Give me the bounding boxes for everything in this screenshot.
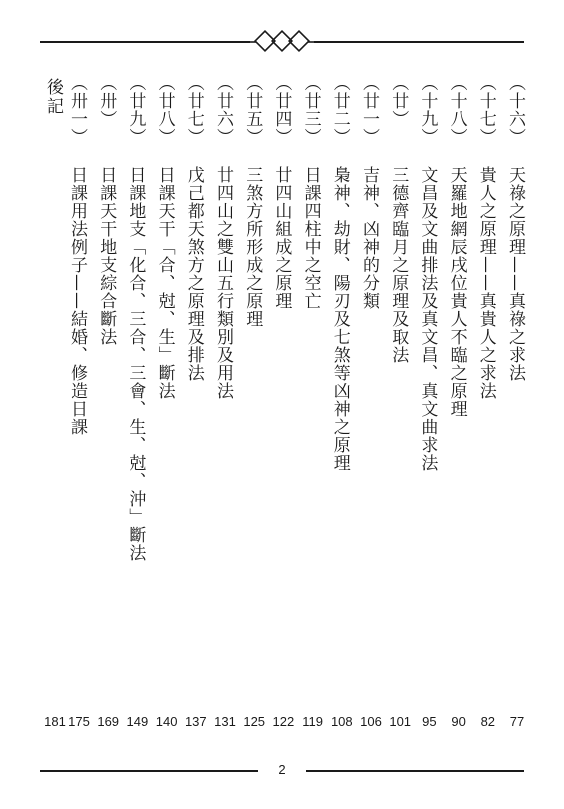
page-number: 2 [278,762,286,777]
toc-entry[interactable] [329,74,353,729]
toc-entry-number: （廿四） [271,74,292,146]
afterword-label: 後記 [43,78,63,116]
toc-entry-title: 廿四山組成之原理 [271,166,292,310]
toc-entry[interactable] [446,74,470,729]
toc-page-number: 119 [302,714,323,729]
toc-entry[interactable] [242,74,266,729]
toc-page-number: 95 [422,714,437,729]
toc-entry-number: （十八） [446,74,467,146]
toc-page-number: 82 [480,714,496,729]
toc-page-number: 169 [97,714,120,729]
toc-page-number: 131 [214,714,236,729]
top-ornament-rule [40,30,524,54]
toc-entry[interactable] [359,74,382,729]
toc-entry[interactable] [213,74,236,729]
toc-page-number: 181 [44,714,66,729]
toc-entry-title: 梟神、劫財、陽刃及七煞等凶神之原理 [329,166,350,472]
toc-entry-number: （廿七） [183,74,204,146]
toc-entry-title: 日課四柱中之空亡 [300,166,321,310]
toc-entry-title: 天羅地網辰戌位貴人不臨之原理 [446,166,467,418]
toc-entry-title: 日課用法例子——結婚、修造日課 [67,166,87,436]
toc-entry-number: （廿九） [125,74,146,146]
toc-page-number: 108 [330,714,353,729]
toc-page-number: 106 [360,714,382,729]
toc-entry-title: 戊己都天煞方之原理及排法 [183,166,204,382]
toc-entry-title: 文昌及文曲排法及真文昌、真文曲求法 [417,166,438,472]
toc-entry-number: （廿八） [154,74,175,146]
toc-page-number: 140 [155,714,178,729]
toc-entry[interactable] [271,74,295,729]
toc-page-number: 149 [126,714,149,729]
toc-entry-number: （卅一） [67,74,87,146]
toc-entry-title: 三德齊臨月之原理及取法 [388,166,409,364]
toc-page-number: 137 [184,714,207,729]
toc-entry-number: （十七） [475,74,496,146]
toc-entry[interactable] [475,74,499,729]
toc-entry[interactable] [417,74,440,729]
toc-entry-title: 貴人之原理——真貴人之求法 [475,166,496,400]
toc-entry-title: 日課天干地支綜合斷法 [96,166,117,346]
toc-page-number: 101 [389,714,412,729]
toc-entry[interactable] [154,74,178,729]
toc-entry[interactable] [96,74,120,729]
toc-entry-title: 吉神、凶神的分類 [359,166,379,310]
toc-entry-title: 日課地支「化合、三合、三會、生、尅、沖」斷法 [125,166,146,562]
toc-entry-number: （廿二） [329,74,350,146]
toc-entry-number: （十六） [505,74,525,146]
toc-entry[interactable] [388,74,412,729]
toc-entry-number: （廿一） [359,74,379,146]
toc-entry[interactable] [300,74,324,729]
toc-entry-number: （十九） [417,74,438,146]
toc-entry[interactable] [125,74,149,729]
toc-entry[interactable] [505,74,528,729]
endless-knot-icon [250,31,314,51]
toc-entry[interactable] [67,74,90,729]
toc-entry-number: （卅） [96,74,117,128]
toc-page-number: 122 [272,714,295,729]
toc-page-number: 90 [451,714,466,729]
toc-entry-title: 三煞方所形成之原理 [242,166,263,328]
toc-entry[interactable] [183,74,207,729]
toc-page-number: 125 [243,714,266,729]
toc-entry-number: （廿五） [242,74,263,146]
toc-page-number: 175 [68,714,90,729]
toc-entry-title: 日課天干「合、尅、生」斷法 [154,166,175,400]
toc-entry-title: 天祿之原理——真祿之求法 [505,166,525,382]
toc-entry-number: （廿六） [213,74,233,146]
toc-entry-title: 廿四山之雙山五行類別及用法 [213,166,233,400]
toc-entry-number: （廿三） [300,74,321,146]
toc-page-number: 77 [509,714,525,729]
toc-entry-number: （廿） [388,74,409,128]
toc-entry-afterword[interactable] [44,74,66,729]
